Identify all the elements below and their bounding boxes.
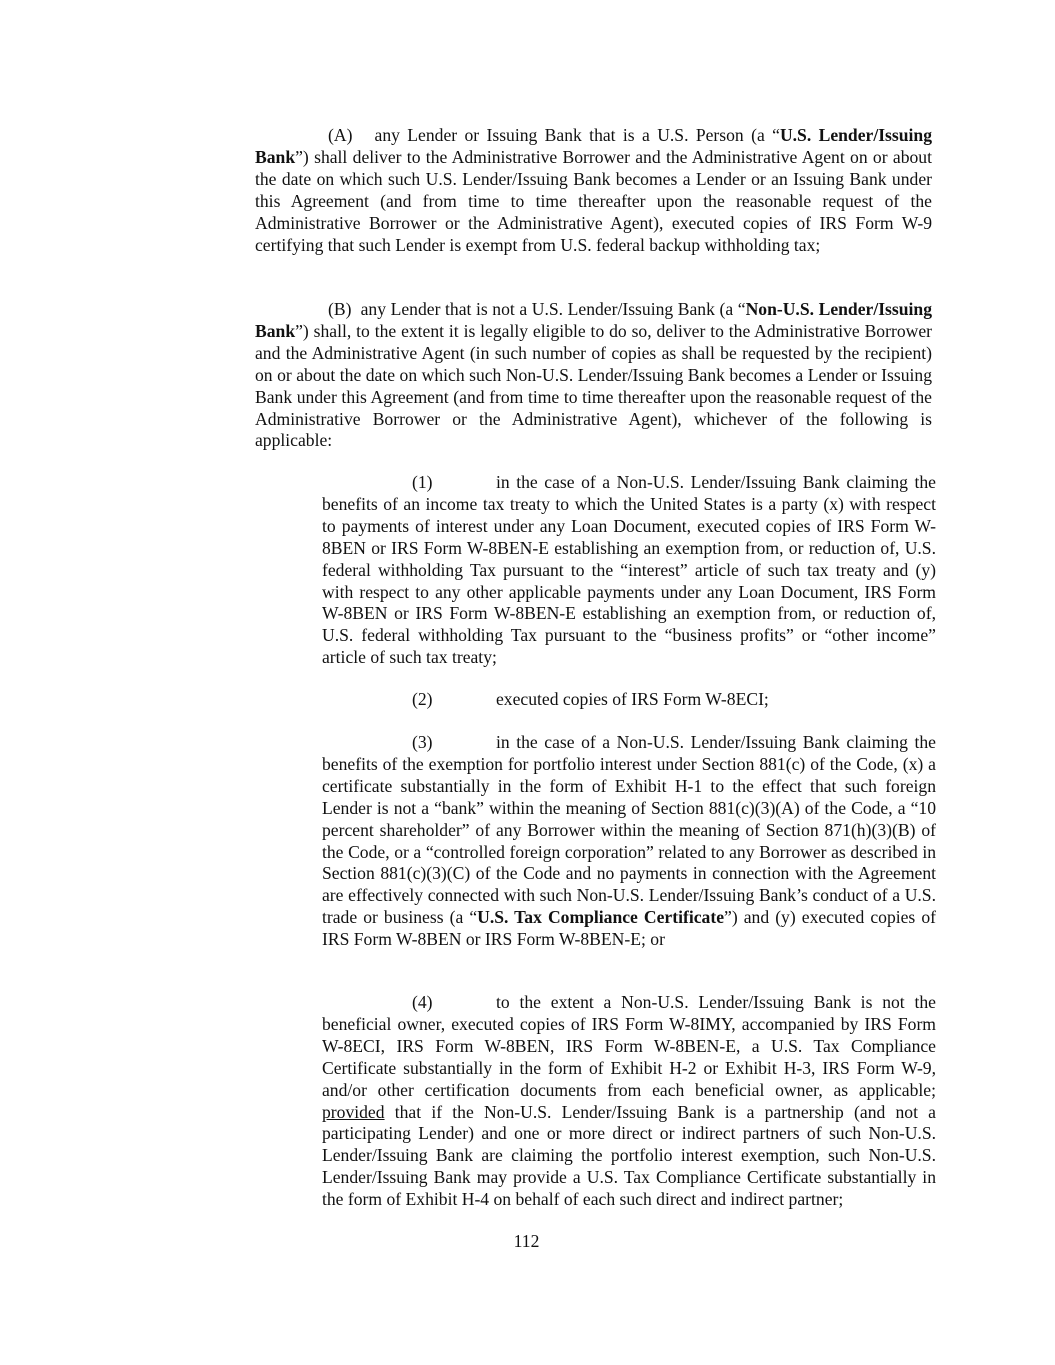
- paragraph-a-text-1: any Lender or Issuing Bank that is a U.S. Person (a “: [374, 125, 780, 145]
- paragraph-a-text-2: ”) shall deliver to the Administrative Borrower and the Administrative Agent on or about the date on which such U.S. Lender/Issuing Bank becomes a Lender or an Issuing Bank under this Agreement (and from time to time thereafter upon the reasonable request of the Administrative Borrower or the Administrative Agent), executed copies of IRS Form W-9 certifying that such Lender is exempt from U.S. federal backup withholding tax;: [255, 146, 932, 255]
- page-number: [0, 1231, 1055, 1253]
- clause-1: [322, 472, 936, 669]
- clause-4-label: (4): [412, 992, 433, 1012]
- clause-3-text-2: ”) and (y) executed copies of IRS Form W-8BEN or IRS Form W-8BEN-E; or: [322, 907, 936, 950]
- paragraph-b-defined-term: Non-U.S. Lender/Issuing Bank: [255, 299, 932, 341]
- clause-3-defined-term: U.S. Tax Compliance Certificate: [477, 907, 725, 928]
- clause-3-label: (3): [412, 732, 433, 752]
- clause-4: [322, 992, 936, 1211]
- clause-2-text: executed copies of IRS Form W-8ECI;: [496, 689, 769, 709]
- clause-2-label: (2): [412, 689, 433, 709]
- paragraph-b-label: (B): [328, 299, 352, 319]
- clause-3: [322, 732, 936, 951]
- clause-4-text-1: to the extent a Non-U.S. Lender/Issuing Bank is not the beneficial owner, executed copies of IRS Form W-8IMY, accompanied by IRS Form W-8ECI, IRS Form W-8BEN, IRS Form W-8BEN-E, a U.S. Tax Compliance Certificate substantially in the form of Exhibit H-2 or Exhibit H-3, IRS Form W-9, and/or other certification documents from each beneficial owner, as applicable;: [322, 992, 936, 1100]
- page-number-text: 112: [513, 1231, 540, 1251]
- paragraph-a-label: (A): [328, 125, 353, 145]
- paragraph-a: [255, 125, 932, 256]
- clause-2: [322, 689, 936, 711]
- clause-3-text-1: in the case of a Non-U.S. Lender/Issuing Bank claiming the benefits of the exemption for portfolio interest under Section 881(c) of the Code, (x) a certificate substantially in the form of Exhibit H-1 to the effect that such foreign Lender is not a “bank” within the meaning of Section 881(c)(3)(A) of the Code, a “10 percent shareholder” of any Borrower within the meaning of Section 871(h)(3)(B) of the Code, or a “controlled foreign corporation” related to any Borrower as described in Section 881(c)(3)(C) of the Code and no payments in connection with the Agreement are effectively connected with such Non-U.S. Lender/Issuing Bank’s conduct of a U.S. trade or business (a “: [322, 732, 936, 928]
- clause-1-text: in the case of a Non-U.S. Lender/Issuing Bank claiming the benefits of an income tax treaty to which the United States is a party (x) with respect to payments of interest under any Loan Document, executed copies of IRS Form W-8BEN or IRS Form W-8BEN-E establishing an exemption from, or reduction of, U.S. federal withholding Tax pursuant to the “interest” article of such tax treaty and (y) with respect to any other applicable payments under any Loan Document, IRS Form W-8BEN or IRS Form W-8BEN-E establishing an exemption from, or reduction of, U.S. federal withholding Tax pursuant to the “business profits” or “other income” article of such tax treaty;: [322, 472, 936, 668]
- clause-1-label: (1): [412, 472, 433, 492]
- paragraph-b: [255, 299, 932, 452]
- clause-4-underlined-term: provided: [322, 1101, 385, 1122]
- clause-4-text-2: that if the Non-U.S. Lender/Issuing Bank is a partnership (and not a participating Lender) and one or more direct or indirect partners of such Non-U.S. Lender/Issuing Bank are claiming the portfolio interest exemption, such Non-U.S. Lender/Issuing Bank may provide a U.S. Tax Compliance Certificate substantially in the form of Exhibit H-4 on behalf of each such direct and indirect partner;: [322, 1101, 936, 1210]
- paragraph-b-text-1: any Lender that is not a U.S. Lender/Issuing Bank (a “: [360, 299, 746, 319]
- paragraph-b-text-2: ”) shall, to the extent it is legally eligible to do so, deliver to the Administrative Borrower and the Administrative Agent (in such number of copies as shall be requested by the recipient) on or about the date on which such Non-U.S. Lender/Issuing Bank becomes a Lender or Issuing Bank under this Agreement (and from time to time thereafter upon the reasonable request of the Administrative Borrower or the Administrative Agent), whichever of the following is applicable:: [255, 320, 932, 451]
- paragraph-a-defined-term: U.S. Lender/Issuing Bank: [255, 125, 933, 167]
